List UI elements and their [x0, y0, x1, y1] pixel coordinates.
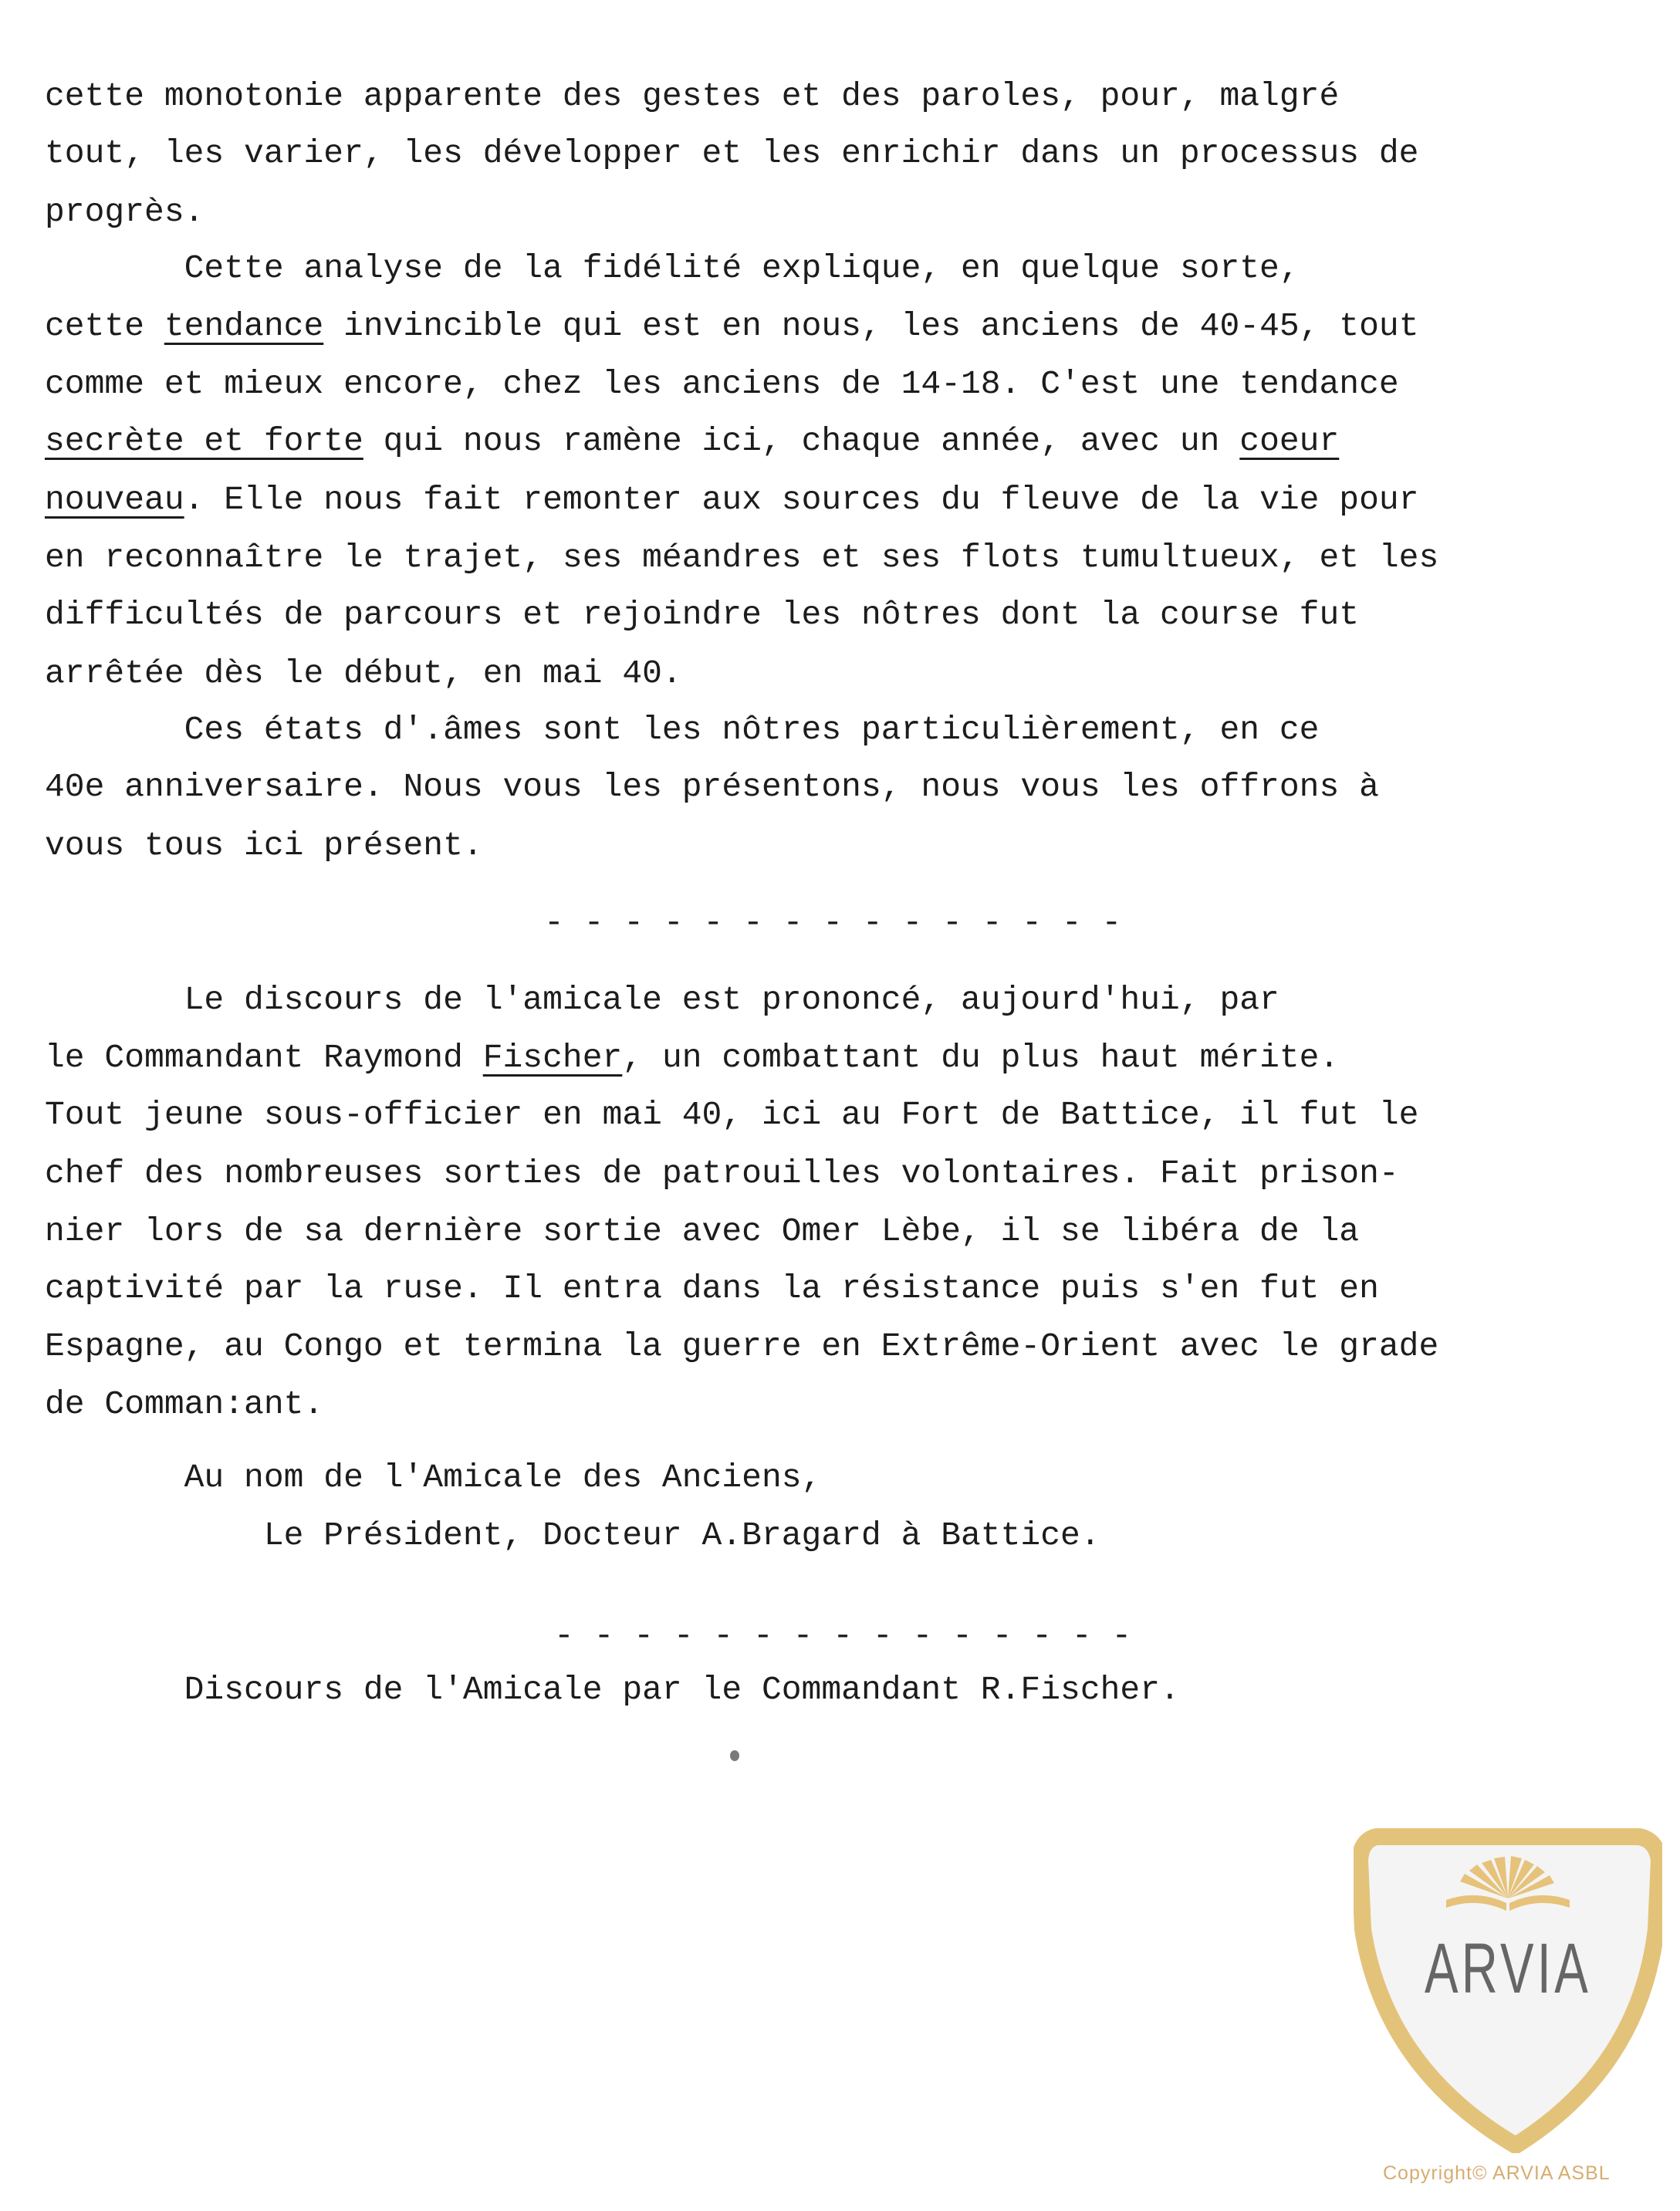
text-segment: Discours de l'Amicale par le Commandant R.Fischer. — [45, 1671, 1180, 1709]
text-segment: cette — [45, 307, 164, 345]
text-segment: difficultés de parcours et rejoindre les nôtres dont la course fut — [45, 596, 1360, 634]
text-segment: nier lors de sa dernière sortie avec Omer Lèbe, il se libéra de la — [45, 1212, 1360, 1250]
text-line — [45, 193, 205, 231]
text-segment: Tout jeune sous-officier en mai 40, ici au Fort de Battice, il fut le — [45, 1096, 1419, 1134]
text-segment: tout, les varier, les développer et les enrichir dans un processus de — [45, 134, 1419, 172]
underlined-text: secrète et forte — [45, 422, 363, 460]
text-segment: Ces états d'.âmes sont les nôtres particulièrement, en ce — [45, 711, 1320, 749]
text-line — [45, 654, 682, 692]
text-line — [45, 1516, 1100, 1554]
text-segment: progrès. — [45, 193, 205, 231]
text-line — [45, 596, 1360, 634]
text-line — [45, 1096, 1419, 1134]
text-line — [45, 1327, 1439, 1365]
text-line — [45, 134, 1419, 172]
text-segment: chef des nombreuses sorties de patrouilles volontaires. Fait prison- — [45, 1155, 1399, 1192]
text-segment: , un combattant du plus haut mérite. — [622, 1039, 1340, 1077]
underlined-text: tendance — [164, 307, 324, 345]
text-segment: captivité par la ruse. Il entra dans la résistance puis s'en fut en — [45, 1269, 1379, 1307]
copyright-notice: Copyright© ARVIA ASBL — [1383, 2162, 1611, 2184]
text-line — [45, 1461, 821, 1494]
text-segment: arrêtée dès le début, en mai 40. — [45, 654, 682, 692]
text-line — [45, 829, 483, 862]
text-segment: Espagne, au Congo et termina la guerre en Extrême-Orient avec le grade — [45, 1327, 1439, 1365]
divider-2: - - - - - - - - - - - - - - - — [554, 1617, 1132, 1655]
text-segment: cette monotonie apparente des gestes et des paroles, pour, malgré — [45, 77, 1340, 115]
underlined-text: nouveau — [45, 481, 184, 519]
text-segment: Cette analyse de la fidélité explique, en quelque sorte, — [45, 249, 1300, 287]
text-line — [45, 424, 1339, 458]
text-segment: Le Président, Docteur A.Bragard à Battice. — [45, 1516, 1100, 1554]
text-segment: vous tous ici présent. — [45, 827, 483, 864]
ink-speck — [730, 1750, 739, 1761]
text-line — [45, 1671, 1180, 1709]
text-segment: en reconnaître le trajet, ses méandres et ses flots tumultueux, et les — [45, 539, 1439, 576]
text-segment: le Commandant Raymond — [45, 1039, 483, 1077]
text-segment: Au nom de l'Amicale des Anciens, — [45, 1459, 822, 1496]
text-line — [45, 711, 1320, 749]
text-segment: 40e anniversaire. Nous vous les présentons, nous vous les offrons à — [45, 768, 1379, 806]
divider-1: - - - - - - - - - - - - - - - — [544, 904, 1122, 942]
text-line — [45, 1269, 1379, 1307]
text-line — [45, 481, 1419, 519]
text-segment: comme et mieux encore, chez les anciens de 14-18. C'est une tendance — [45, 365, 1399, 403]
text-segment: de Comman:ant. — [45, 1385, 324, 1423]
text-line — [45, 79, 1339, 113]
arvia-logo-text: ARVIA — [1425, 1929, 1591, 2008]
underlined-text: coeur — [1239, 422, 1340, 460]
text-line — [45, 249, 1300, 287]
text-line — [45, 1385, 324, 1423]
text-line — [45, 981, 1279, 1019]
text-line — [45, 1039, 1340, 1077]
text-segment: qui nous ramène ici, chaque année, avec un — [363, 422, 1240, 460]
text-line — [45, 309, 1419, 343]
text-line — [45, 541, 1438, 574]
text-segment: Le discours de l'amicale est prononcé, aujourd'hui, par — [45, 981, 1279, 1019]
text-line — [45, 1212, 1360, 1250]
text-segment: invincible qui est en nous, les anciens de 40-45, tout — [323, 307, 1419, 345]
text-line — [45, 768, 1379, 806]
underlined-text: Fischer — [482, 1039, 623, 1077]
text-line — [45, 1157, 1399, 1190]
text-line — [45, 367, 1399, 401]
text-segment: . Elle nous fait remonter aux sources du fleuve de la vie pour — [184, 481, 1419, 519]
arvia-watermark — [1354, 1814, 1662, 2153]
